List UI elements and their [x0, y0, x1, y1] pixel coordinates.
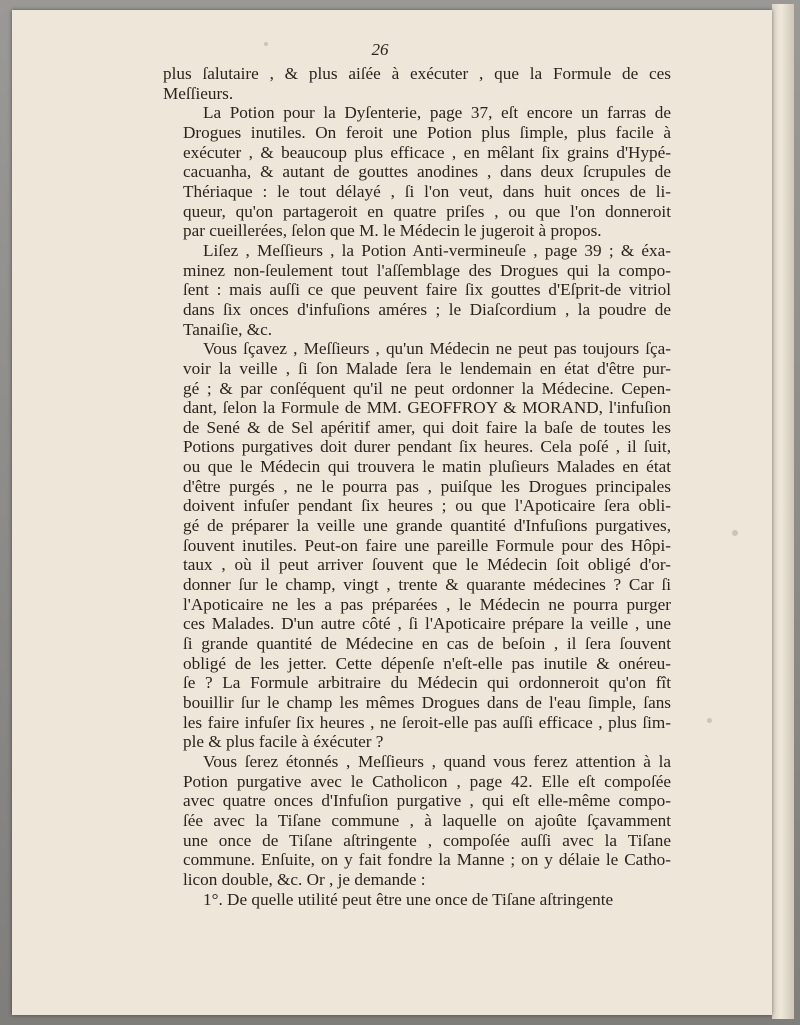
text-line: obligé de les jetter. Cette dépenſe n'eſt-elle pas inutile & onéreu- — [183, 653, 671, 673]
paper-spot — [732, 530, 738, 536]
text-line: minez non-ſeulement tout l'aſſemblage des Drogues qui la compo- — [183, 260, 671, 280]
text-line: ſe ? La Formule arbitraire du Médecin qui ordonneroit qu'on fît — [183, 673, 671, 693]
paragraph — [163, 890, 671, 910]
text-line: Thériaque : le tout délayé , ſi l'on veut, dans huit onces de li- — [183, 181, 671, 201]
text-line: Vous ſçavez , Meſſieurs , qu'un Médecin ne peut pas toujours ſça- — [203, 339, 671, 359]
text-line: Potion purgative avec le Catholicon , page 42. Elle eſt compoſée — [183, 771, 671, 791]
paper-spot — [264, 42, 268, 46]
text-line: dans ſix onces d'infuſions améres ; le Diaſcordium , la poudre de — [183, 299, 671, 319]
text-line: Vous ſerez étonnés , Meſſieurs , quand vous ferez attention à la — [203, 751, 671, 771]
paper-spot — [707, 718, 712, 723]
text-line: bouillir ſur le champ les mêmes Drogues dans de l'eau ſimple, ſans — [183, 693, 671, 712]
text-line: taux , où il peut arriver ſouvent que le Médecin ſoit obligé d'or- — [183, 555, 671, 575]
text-line: dant, ſelon la Formule de MM. GEOFFROY & MORAND, l'infuſion — [183, 398, 671, 418]
text-line: commune. Enſuite, on y fait fondre la Manne ; on y délaie le Catho- — [183, 850, 671, 870]
text-line: 1°. De quelle utilité peut être une once de Tiſane aſtringente — [203, 889, 614, 909]
text-line: d'être purgés , ne le pourra pas , puiſque les Drogues principales — [183, 476, 671, 496]
text-line: gé ; & par conſéquent qu'il ne peut ordonner la Médecine. Cepen- — [183, 378, 671, 398]
text-line: licon double, &c. Or , je demande : — [183, 869, 426, 889]
text-line: Liſez , Meſſieurs , la Potion Anti-vermineuſe , page 39 ; & éxa- — [203, 240, 671, 260]
text-line: ou que le Médecin qui trouvera le matin pluſieurs Malades en état — [183, 457, 671, 477]
paragraph — [163, 752, 671, 890]
text-line: Meſſieurs. — [163, 83, 234, 103]
text-line: une once de Tiſane aſtringente , compoſée auſſi avec la Tiſane — [183, 830, 671, 850]
text-line: Potions purgatives doit durer pendant ſix heures. Cela poſé , il ſuit, — [183, 437, 671, 457]
text-line: l'Apoticaire ne les a pas préparées , le Médecin ne pourra purger — [183, 594, 671, 614]
text-line: Tanaiſie, &c. — [183, 319, 272, 339]
text-line: ſouvent inutiles. Peut-on faire une pareille Formule pour des Hôpi- — [183, 535, 671, 555]
text-line: donner ſur le champ, vingt , trente & quarante médecines ? Car ſi — [183, 575, 671, 595]
text-line: plus ſalutaire , & plus aiſée à exécuter , que la Formule de ces — [163, 64, 671, 83]
text-line: ple & plus facile à éxécuter ? — [183, 732, 384, 752]
text-line: exécuter , & beaucoup plus efficace , en mêlant ſix grains d'Hypé- — [183, 142, 671, 162]
text-line: les faire infuſer ſix heures , ne ſeroit-elle pas auſſi efficace , plus ſim- — [183, 712, 671, 732]
text-line: ces Malades. D'un autre côté , ſi l'Apoticaire prépare la veille , une — [183, 614, 671, 634]
text-line: cacuanha, & autant de gouttes anodines , dans deux ſcrupules de — [183, 162, 671, 182]
text-line: ſée avec la Tiſane commune , à laquelle on ajoûte ſçavamment — [183, 810, 671, 830]
paragraph — [163, 64, 671, 103]
text-line: de Sené & de Sel apéritif amer, qui doit faire la baſe de toutes les — [183, 417, 671, 437]
text-line: La Potion pour la Dyſenterie, page 37, eſt encore un farras de — [203, 103, 671, 123]
text-line: voir la veille , ſi ſon Malade ſera le lendemain en état d'être pur- — [183, 358, 671, 378]
text-line: ſi grande quantité de Médecine en cas de beſoin , il ſera ſouvent — [183, 634, 671, 654]
text-line: avec quatre onces d'Infuſion purgative , qui eſt elle-même compo- — [183, 791, 671, 811]
page-number: 26 — [371, 40, 389, 59]
paragraph — [163, 241, 671, 339]
text-line: Drogues inutiles. On feroit une Potion plus ſimple, plus facile à — [183, 122, 671, 142]
next-page-edge — [772, 4, 794, 1019]
text-line: doivent infuſer pendant ſix heures ; ou que l'Apoticaire ſera obli- — [183, 496, 671, 516]
text-line: ſent : mais auſſi ce que peuvent faire ſix gouttes d'Eſprit-de vitriol — [183, 280, 671, 300]
text-line: gé de préparer la veille une grande quantité d'Infuſions purgatives, — [183, 516, 671, 536]
text-line: queur, qu'on partageroit en quatre priſes , ou que l'on donneroit — [183, 201, 671, 221]
body-text — [163, 64, 671, 909]
text-line: par cueillerées, ſelon que M. le Médecin le jugeroit à propos. — [183, 221, 602, 241]
paragraph — [163, 339, 671, 752]
paragraph — [163, 103, 671, 241]
